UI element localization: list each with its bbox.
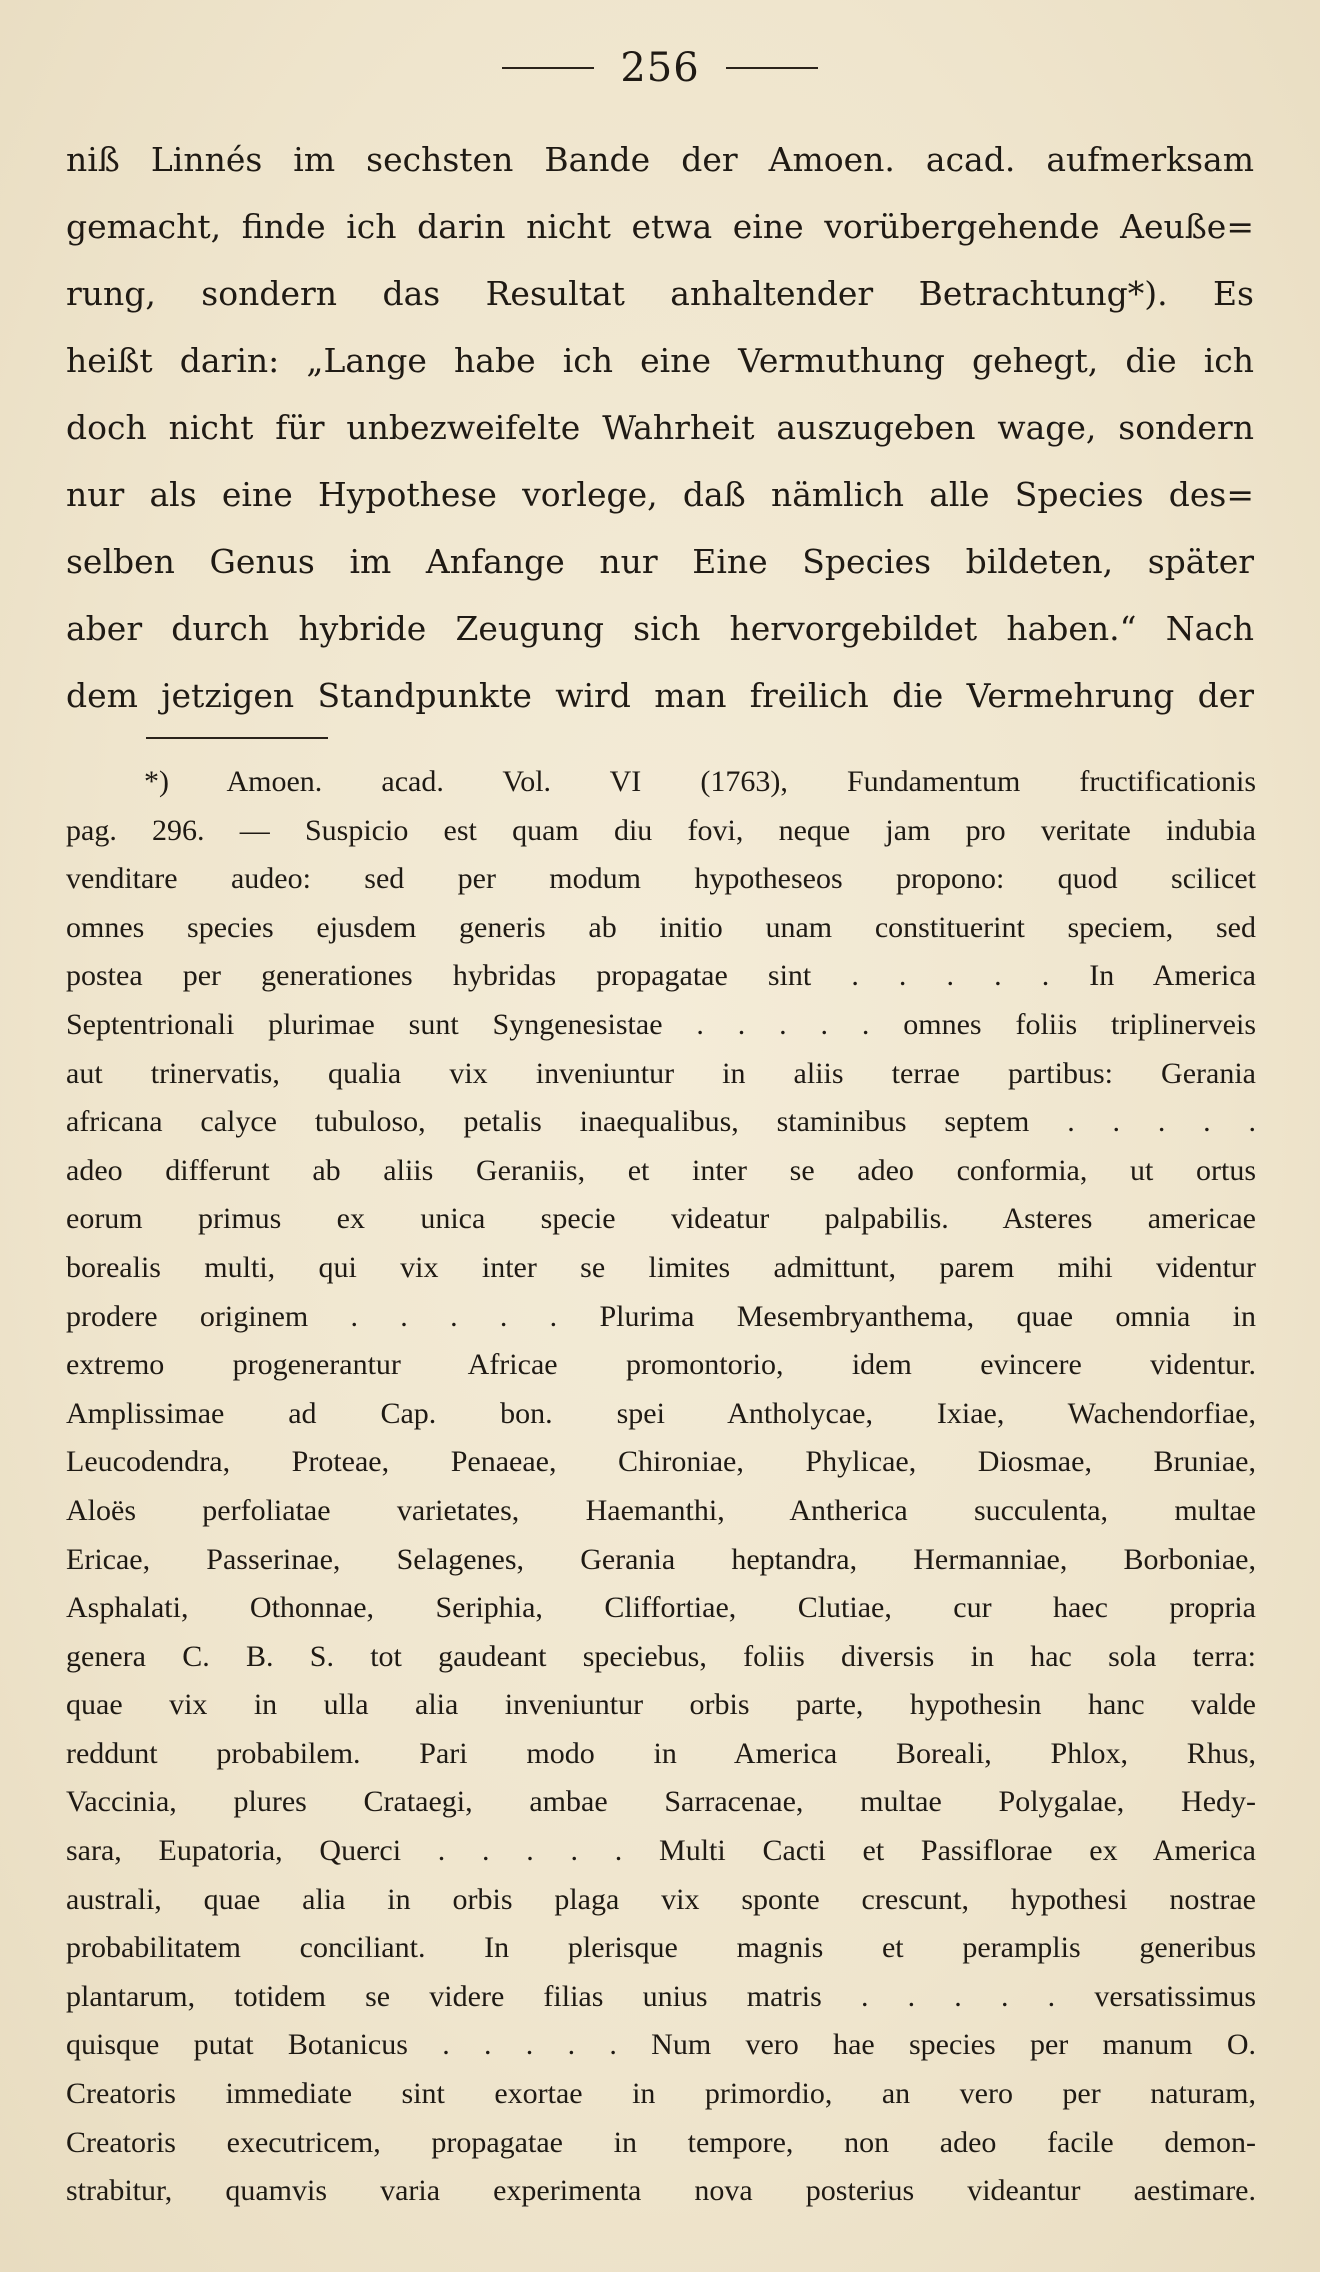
main-text-line: niß Linnés im sechsten Bande der Amoen. acad. aufmerksam [66,140,1254,179]
footnote-line: omnes species ejusdem generis ab initio unam constituerint speciem, sed [66,910,1256,944]
main-text-line: rung, sondern das Resultat anhaltender Betrachtung*). Es [66,274,1254,313]
footnote-line: eorum primus ex unica specie videatur palpabilis. Asteres americae [66,1202,1256,1236]
main-text-line: doch nicht für unbezweifelte Wahrheit auszugeben wage, sondern [66,408,1254,447]
footnote-line: adeo differunt ab aliis Geraniis, et inter se adeo conformia, ut ortus [66,1153,1256,1187]
footnote-line: aut trinervatis, qualia vix inveniuntur in aliis terrae partibus: Gerania [66,1056,1256,1090]
footnote-line: Creatoris immediate sint exortae in primordio, an vero per naturam, [66,2077,1256,2111]
footnote-line: plantarum, totidem se videre filias unius matris . . . . . versatissimus [66,1979,1256,2013]
footnote-line: reddunt probabilem. Pari modo in America Boreali, Phlox, Rhus, [66,1736,1256,1770]
header-rule-left [502,67,594,69]
footnote-line: Leucodendra, Proteae, Penaeae, Chironiae, Phylicae, Diosmae, Bruniae, [66,1445,1256,1479]
footnote-line: *) Amoen. acad. Vol. VI (1763), Fundamentum fructificationis [144,765,1256,798]
footnote-line: postea per generationes hybridas propagatae sint . . . . . In America [66,959,1256,993]
footnote-line: borealis multi, qui vix inter se limites admittunt, parem mihi videntur [66,1250,1256,1284]
footnote-line: Septentrionali plurimae sunt Syngenesistae . . . . . omnes foliis triplinerveis [66,1007,1256,1041]
footnote-line: probabilitatem conciliant. In plerisque magnis et peramplis generibus [66,1931,1256,1965]
page-header [0,38,1320,98]
footnote-line: Ericae, Passerinae, Selagenes, Gerania heptandra, Hermanniae, Borboniae, [66,1542,1256,1576]
header-rule-right [726,67,818,69]
footnote-line: pag. 296. — Suspicio est quam diu fovi, neque jam pro veritate indubia [66,813,1256,847]
footnote-line: venditare audeo: sed per modum hypotheseos propono: quod scilicet [66,862,1256,896]
main-text-line: nur als eine Hypothese vorlege, daß nämlich alle Species des= [66,475,1254,514]
footnote-line: australi, quae alia in orbis plaga vix sponte crescunt, hypothesi nostrae [66,1882,1256,1916]
main-text-line: selben Genus im Anfange nur Eine Species bildeten, später [66,542,1254,581]
main-text-line: heißt darin: „Lange habe ich eine Vermuthung gehegt, die ich [66,341,1254,380]
footnote-separator [146,737,328,739]
footnote-line: extremo progenerantur Africae promontorio, idem evincere videntur. [66,1348,1256,1382]
footnote-line: genera C. B. S. tot gaudeant speciebus, foliis diversis in hac sola terra: [66,1639,1256,1673]
footnote-line: quisque putat Botanicus . . . . . Num vero hae species per manum O. [66,2028,1256,2062]
main-text [66,126,1254,729]
footnote-line: africana calyce tubuloso, petalis inaequalibus, staminibus septem . . . . . [66,1105,1256,1139]
footnote-line: Aloës perfoliatae varietates, Haemanthi, Antherica succulenta, multae [66,1493,1256,1527]
main-text-line: dem jetzigen Standpunkte wird man freilich die Vermehrung der [66,676,1254,715]
footnote-line: Creatoris executricem, propagatae in tempore, non adeo facile demon- [66,2125,1256,2159]
main-text-line: aber durch hybride Zeugung sich hervorgebildet haben.“ Nach [66,609,1254,648]
footnote-line: Amplissimae ad Cap. bon. spei Antholycae, Ixiae, Wachendorfiae, [66,1396,1256,1430]
page-number: 256 [620,45,700,91]
footnote-line: prodere originem . . . . . Plurima Mesembryanthema, quae omnia in [66,1299,1256,1333]
footnote-line: quae vix in ulla alia inveniuntur orbis parte, hypothesin hanc valde [66,1688,1256,1722]
footnote-line: sara, Eupatoria, Querci . . . . . Multi Cacti et Passiflorae ex America [66,1834,1256,1868]
footnote-line: Asphalati, Othonnae, Seriphia, Cliffortiae, Clutiae, cur haec propria [66,1591,1256,1625]
footnote-line: Vaccinia, plures Crataegi, ambae Sarracenae, multae Polygalae, Hedy- [66,1785,1256,1819]
footnote-line: strabitur, quamvis varia experimenta nova posterius videantur aestimare. [66,2174,1256,2208]
footnote [66,758,1256,2216]
main-text-line: gemacht, finde ich darin nicht etwa eine vorübergehende Aeuße= [66,207,1254,246]
